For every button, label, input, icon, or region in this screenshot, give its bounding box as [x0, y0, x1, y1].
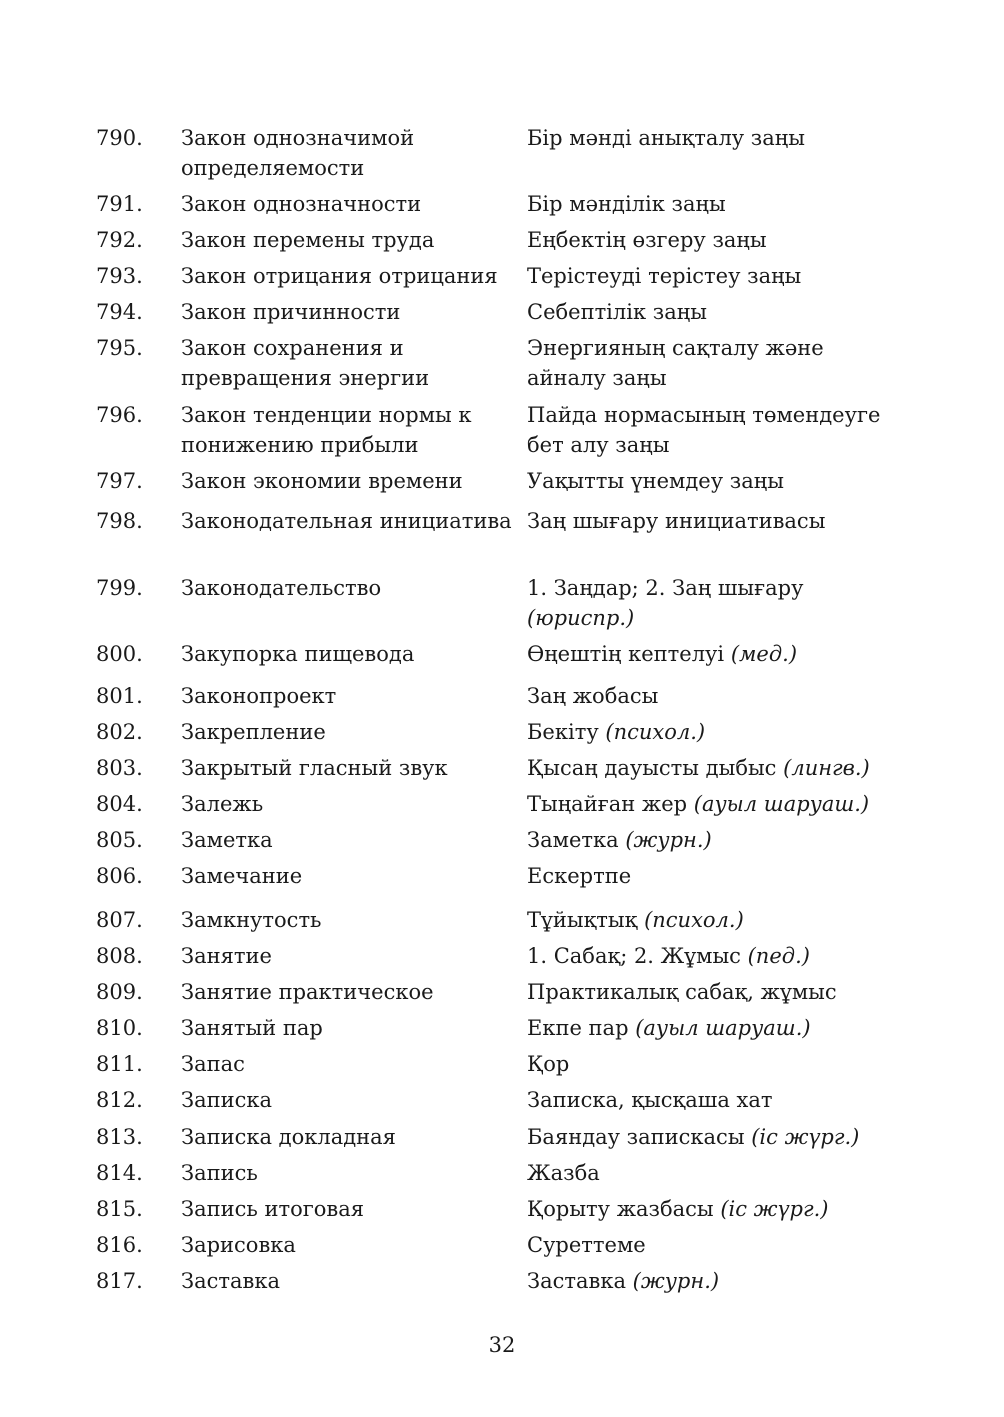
entry-number: 792.: [96, 228, 143, 252]
kazakh-term: Еңбектің өзгеру заңы: [527, 228, 767, 252]
entry-number: 797.: [96, 469, 143, 493]
kazakh-translation: [527, 1085, 907, 1115]
entry-number: 795.: [96, 336, 143, 360]
kazakh-translation: [527, 400, 907, 460]
field-note: (лингв.): [783, 756, 870, 780]
kazakh-term: Энергияның сақталу және айналу заңы: [527, 336, 824, 390]
kazakh-term: Бір мәнді анықталу заңы: [527, 126, 805, 150]
field-note: (ауыл шаруаш.): [693, 792, 870, 816]
kazakh-translation: [527, 681, 907, 711]
kazakh-term: Суреттеме: [527, 1233, 646, 1257]
kazakh-translation: [527, 941, 907, 971]
entry-number: 790.: [96, 126, 143, 150]
field-note: (іс жүрг.): [751, 1125, 860, 1149]
russian-term: Закрепление: [181, 720, 326, 744]
field-note: (юриспр.): [527, 606, 635, 630]
kazakh-translation: [527, 189, 907, 219]
kazakh-translation: [527, 1266, 907, 1296]
russian-term: Законодательство: [181, 576, 382, 600]
russian-term: Запас: [181, 1052, 245, 1076]
kazakh-term: Заметка: [527, 828, 619, 852]
kazakh-term: Терістеуді терістеу заңы: [527, 264, 802, 288]
kazakh-translation: [527, 297, 907, 327]
entry-number: 816.: [96, 1233, 143, 1257]
entry-number: 801.: [96, 684, 143, 708]
kazakh-translation: [527, 225, 907, 255]
entry-number: 793.: [96, 264, 143, 288]
russian-term: Занятие: [181, 944, 272, 968]
russian-term: Закон тенденции нормы к понижению прибыли: [181, 403, 472, 457]
entry-number: 810.: [96, 1016, 143, 1040]
entry-number: 815.: [96, 1197, 143, 1221]
kazakh-term: Заң жобасы: [527, 684, 659, 708]
entry-number: 807.: [96, 908, 143, 932]
entry-number: 813.: [96, 1125, 143, 1149]
kazakh-term: Себептілік заңы: [527, 300, 707, 324]
russian-term: Законопроект: [181, 684, 337, 708]
entry-number: 814.: [96, 1161, 143, 1185]
kazakh-translation: [527, 573, 907, 633]
russian-term: Закон перемены труда: [181, 228, 435, 252]
entry-number: 812.: [96, 1088, 143, 1112]
entry-number: 811.: [96, 1052, 143, 1076]
kazakh-translation: [527, 1013, 907, 1043]
entry-number: 802.: [96, 720, 143, 744]
russian-term: Закупорка пищевода: [181, 642, 415, 666]
russian-term: Записка докладная: [181, 1125, 396, 1149]
russian-term: Занятие практическое: [181, 980, 434, 1004]
kazakh-term: Баяндау запискасы: [527, 1125, 745, 1149]
kazakh-term: Қор: [527, 1052, 570, 1076]
kazakh-translation: [527, 1230, 907, 1260]
entry-number: 794.: [96, 300, 143, 324]
russian-term: Закрытый гласный звук: [181, 756, 448, 780]
page-number: 32: [488, 1333, 516, 1357]
kazakh-term: Екпе пар: [527, 1016, 629, 1040]
kazakh-translation: [527, 789, 907, 819]
kazakh-term: 1. Сабақ; 2. Жұмыс: [527, 944, 741, 968]
kazakh-term: 1. Заңдар; 2. Заң шығару: [527, 576, 804, 600]
russian-term: Записка: [181, 1088, 273, 1112]
field-note: (пед.): [747, 944, 810, 968]
russian-term: Закон экономии времени: [181, 469, 463, 493]
kazakh-term: Қорыту жазбасы: [527, 1197, 714, 1221]
russian-term: Заметка: [181, 828, 273, 852]
russian-term: Замечание: [181, 864, 303, 888]
kazakh-term: Тұйықтық: [527, 908, 638, 932]
kazakh-translation: [527, 1122, 907, 1152]
entry-number: 799.: [96, 576, 143, 600]
entry-number: 798.: [96, 509, 143, 533]
field-note: (іс жүрг.): [720, 1197, 829, 1221]
kazakh-term: Заң шығару инициативасы: [527, 509, 826, 533]
kazakh-translation: [527, 717, 907, 747]
kazakh-term: Жазба: [527, 1161, 600, 1185]
entry-number: 791.: [96, 192, 143, 216]
field-note: (журн.): [625, 828, 712, 852]
entry-number: 803.: [96, 756, 143, 780]
russian-term: Запись: [181, 1161, 258, 1185]
field-note: (ауыл шаруаш.): [635, 1016, 811, 1040]
kazakh-translation: [527, 466, 907, 496]
kazakh-translation: [527, 639, 907, 669]
russian-term: Зарисовка: [181, 1233, 296, 1257]
russian-term: Закон причинности: [181, 300, 401, 324]
kazakh-translation: [527, 261, 907, 291]
kazakh-term: Записка, қысқаша хат: [527, 1088, 773, 1112]
kazakh-term: Заставка: [527, 1269, 626, 1293]
russian-term: Заставка: [181, 1269, 280, 1293]
kazakh-translation: [527, 905, 907, 935]
entry-number: 804.: [96, 792, 143, 816]
kazakh-translation: [527, 753, 907, 783]
russian-term: Занятый пар: [181, 1016, 323, 1040]
kazakh-term: Бір мәнділік заңы: [527, 192, 726, 216]
kazakh-term: Бекіту: [527, 720, 599, 744]
kazakh-term: Өңештің кептелуі: [527, 642, 725, 666]
kazakh-translation: [527, 1158, 907, 1188]
kazakh-translation: [527, 1049, 907, 1079]
entry-number: 796.: [96, 403, 143, 427]
russian-term: Закон однозначности: [181, 192, 422, 216]
entry-number: 805.: [96, 828, 143, 852]
russian-term: Запись итоговая: [181, 1197, 364, 1221]
field-note: (психол.): [644, 908, 744, 932]
kazakh-translation: [527, 861, 907, 891]
kazakh-translation: [527, 977, 907, 1007]
russian-term: Замкнутость: [181, 908, 322, 932]
entry-number: 800.: [96, 642, 143, 666]
russian-term: Закон отрицания отрицания: [181, 264, 498, 288]
field-note: (психол.): [605, 720, 706, 744]
field-note: (мед.): [730, 642, 798, 666]
kazakh-translation: [527, 1194, 907, 1224]
entry-number: 817.: [96, 1269, 143, 1293]
russian-term: Законодательная инициатива: [181, 509, 512, 533]
russian-term: Закон сохранения и превращения энергии: [181, 336, 430, 390]
kazakh-translation: [527, 506, 907, 536]
entry-number: 806.: [96, 864, 143, 888]
kazakh-translation: [527, 825, 907, 855]
kazakh-term: Практикалық сабақ, жұмыс: [527, 980, 837, 1004]
kazakh-term: Ескертпе: [527, 864, 632, 888]
kazakh-term: Тыңайған жер: [527, 792, 688, 816]
russian-term: Закон однозначимой определяемости: [181, 126, 415, 180]
kazakh-term: Қысаң дауысты дыбыс: [527, 756, 777, 780]
kazakh-translation: [527, 123, 907, 153]
kazakh-term: Пайда нормасының төмендеуге бет алу заңы: [527, 403, 881, 457]
entry-number: 808.: [96, 944, 143, 968]
russian-term: Залежь: [181, 792, 264, 816]
entry-number: 809.: [96, 980, 143, 1004]
kazakh-translation: [527, 333, 907, 393]
kazakh-term: Уақытты үнемдеу заңы: [527, 469, 784, 493]
field-note: (журн.): [632, 1269, 720, 1293]
